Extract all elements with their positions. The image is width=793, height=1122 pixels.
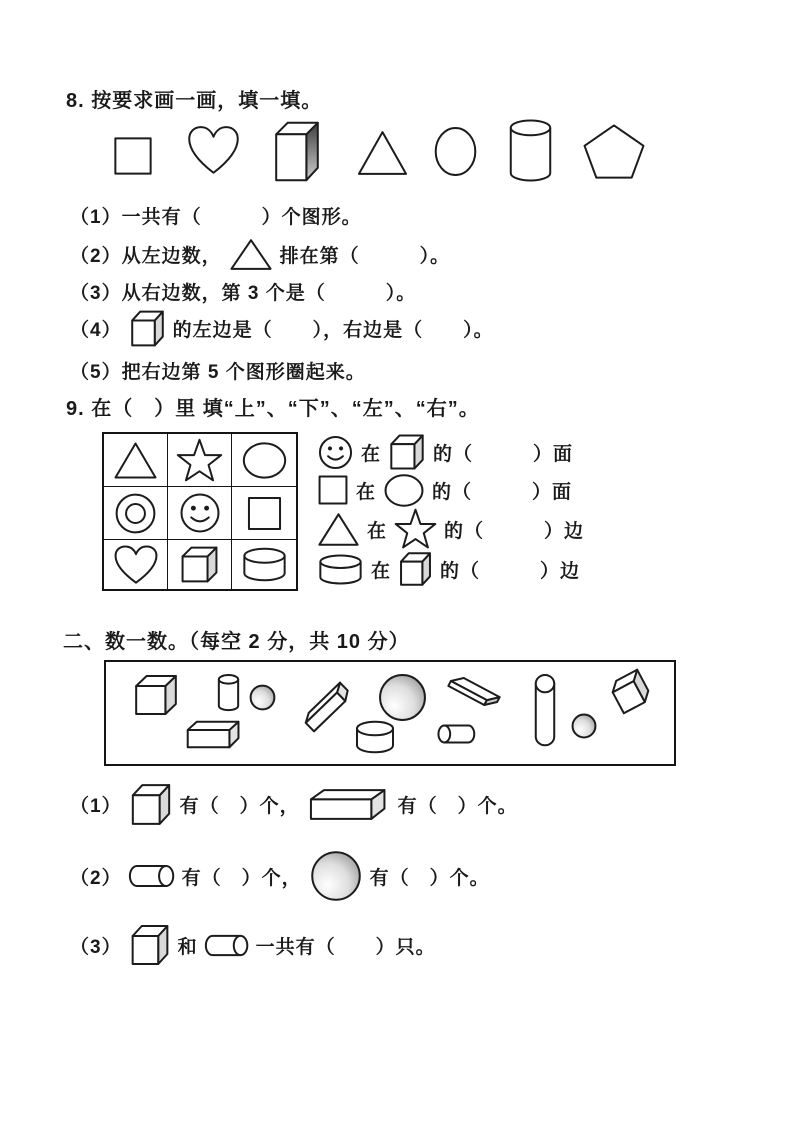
section-2-title: 二、数一数。（每空 2 分，共 10 分） [63,631,410,653]
triangle-icon [229,238,273,271]
cylinder-h-shape [437,723,475,745]
question-8-item-4 [70,306,494,350]
squat-cylinder-shape [241,547,288,582]
question-8-title: 8. 按要求画一画，填一填。 [66,90,323,112]
shapes-box [104,660,676,766]
cuboid-long-shape [298,679,355,735]
square-shape [112,135,154,177]
smiley-shape [178,491,222,535]
text-run: 排在第（ ）。 [279,245,451,267]
text-run: 有（ ）个。 [369,867,490,889]
sphere-icon [309,849,363,903]
cube-icon [129,922,171,968]
question-9-title: 9. 在（ ）里 填“上”、“下”、“左”、“右”。 [66,398,480,420]
sphere-shape [571,713,597,739]
donut-shape [113,491,158,536]
cuboid-h-shape [185,719,243,750]
ellipse-shape [241,442,288,479]
text-run: 的（ ）面 [433,443,574,465]
question-8-shape-row [105,113,670,191]
cube-icon [129,781,173,828]
squat-cylinder-shape [354,720,396,754]
heart-shape [112,544,160,586]
grid-cell [168,487,232,540]
text-run: 和 [177,936,198,958]
text-run: （5）把右边第 5 个图形圈起来。 [70,361,366,383]
pentagon-shape [581,122,647,181]
cuboid-h-icon [307,787,391,822]
cube-icon [388,432,426,472]
ellipse-icon [383,474,425,507]
text-run: 在 [356,481,377,503]
triangle-shape [113,441,158,480]
grid-cell [168,540,232,589]
section-2-item-3 [70,918,436,972]
squat-cylinder-icon [317,554,364,585]
grid-cell [104,540,168,589]
grid-cell [232,487,296,540]
cube-shape [132,672,180,718]
text-run: 的（ ）边 [444,520,585,542]
sphere-shape [377,672,428,723]
ellipse-shape [433,126,478,177]
text-run: 在 [371,560,392,582]
question-8-item-5 [70,356,366,384]
text-run: 有（ ）个。 [397,795,518,817]
grid-cell [168,434,232,487]
text-run: 一共有（ ）只。 [255,936,436,958]
triangle-icon [317,512,360,547]
cylinder-h-icon [129,863,175,889]
text-run: 有（ ）个， [179,795,300,817]
section-2-item-2 [70,848,490,904]
text-run: 在 [367,520,388,542]
grid-cell [104,487,168,540]
text-run: （2） [70,867,122,889]
text-run: （4） [70,319,122,341]
text-run: 的（ ）边 [440,560,581,582]
text-run: 的左边是（ ），右边是（ ）。 [172,319,494,341]
cylinder-shape [534,671,556,747]
text-run: 的（ ）面 [432,481,573,503]
question-9-row-2 [310,470,572,510]
text-run: 有（ ）个， [181,867,302,889]
cube-icon [398,550,433,588]
question-9-row-4 [310,548,580,590]
triangle-shape [356,129,409,177]
question-8-item-2 [70,234,450,274]
cylinder-shape [507,117,554,182]
grid-cell [104,434,168,487]
text-run: （2）从左边数， [70,245,222,267]
grid-cell [232,434,296,487]
cube-icon [129,308,166,349]
heart-shape [185,124,242,177]
cube-shape [179,544,220,585]
text-run: （3） [70,936,122,958]
text-run: 在 [361,443,382,465]
cylinder-h-icon [205,933,249,958]
cylinder-shape [217,673,240,711]
cuboid-flat-shape [445,670,503,713]
square-icon [317,474,349,506]
smiley-icon [317,434,354,471]
text-run: （3）从右边数，第 3 个是（ ）。 [70,282,417,304]
question-8-item-3 [70,277,416,305]
question-8-item-1 [70,201,362,229]
square-shape [246,495,283,532]
star-shape [176,438,223,483]
position-grid [102,432,298,591]
cube-shape [604,665,657,718]
question-9-row-3 [310,508,584,550]
star-icon [394,508,437,550]
cuboid-tall-shape [271,118,323,185]
sphere-shape [249,684,276,711]
text-run: （1）一共有（ ）个图形。 [70,206,362,228]
section-2-item-1 [70,778,518,830]
question-9-row-1 [310,431,573,473]
grid-cell [232,540,296,589]
text-run: （1） [70,795,122,817]
